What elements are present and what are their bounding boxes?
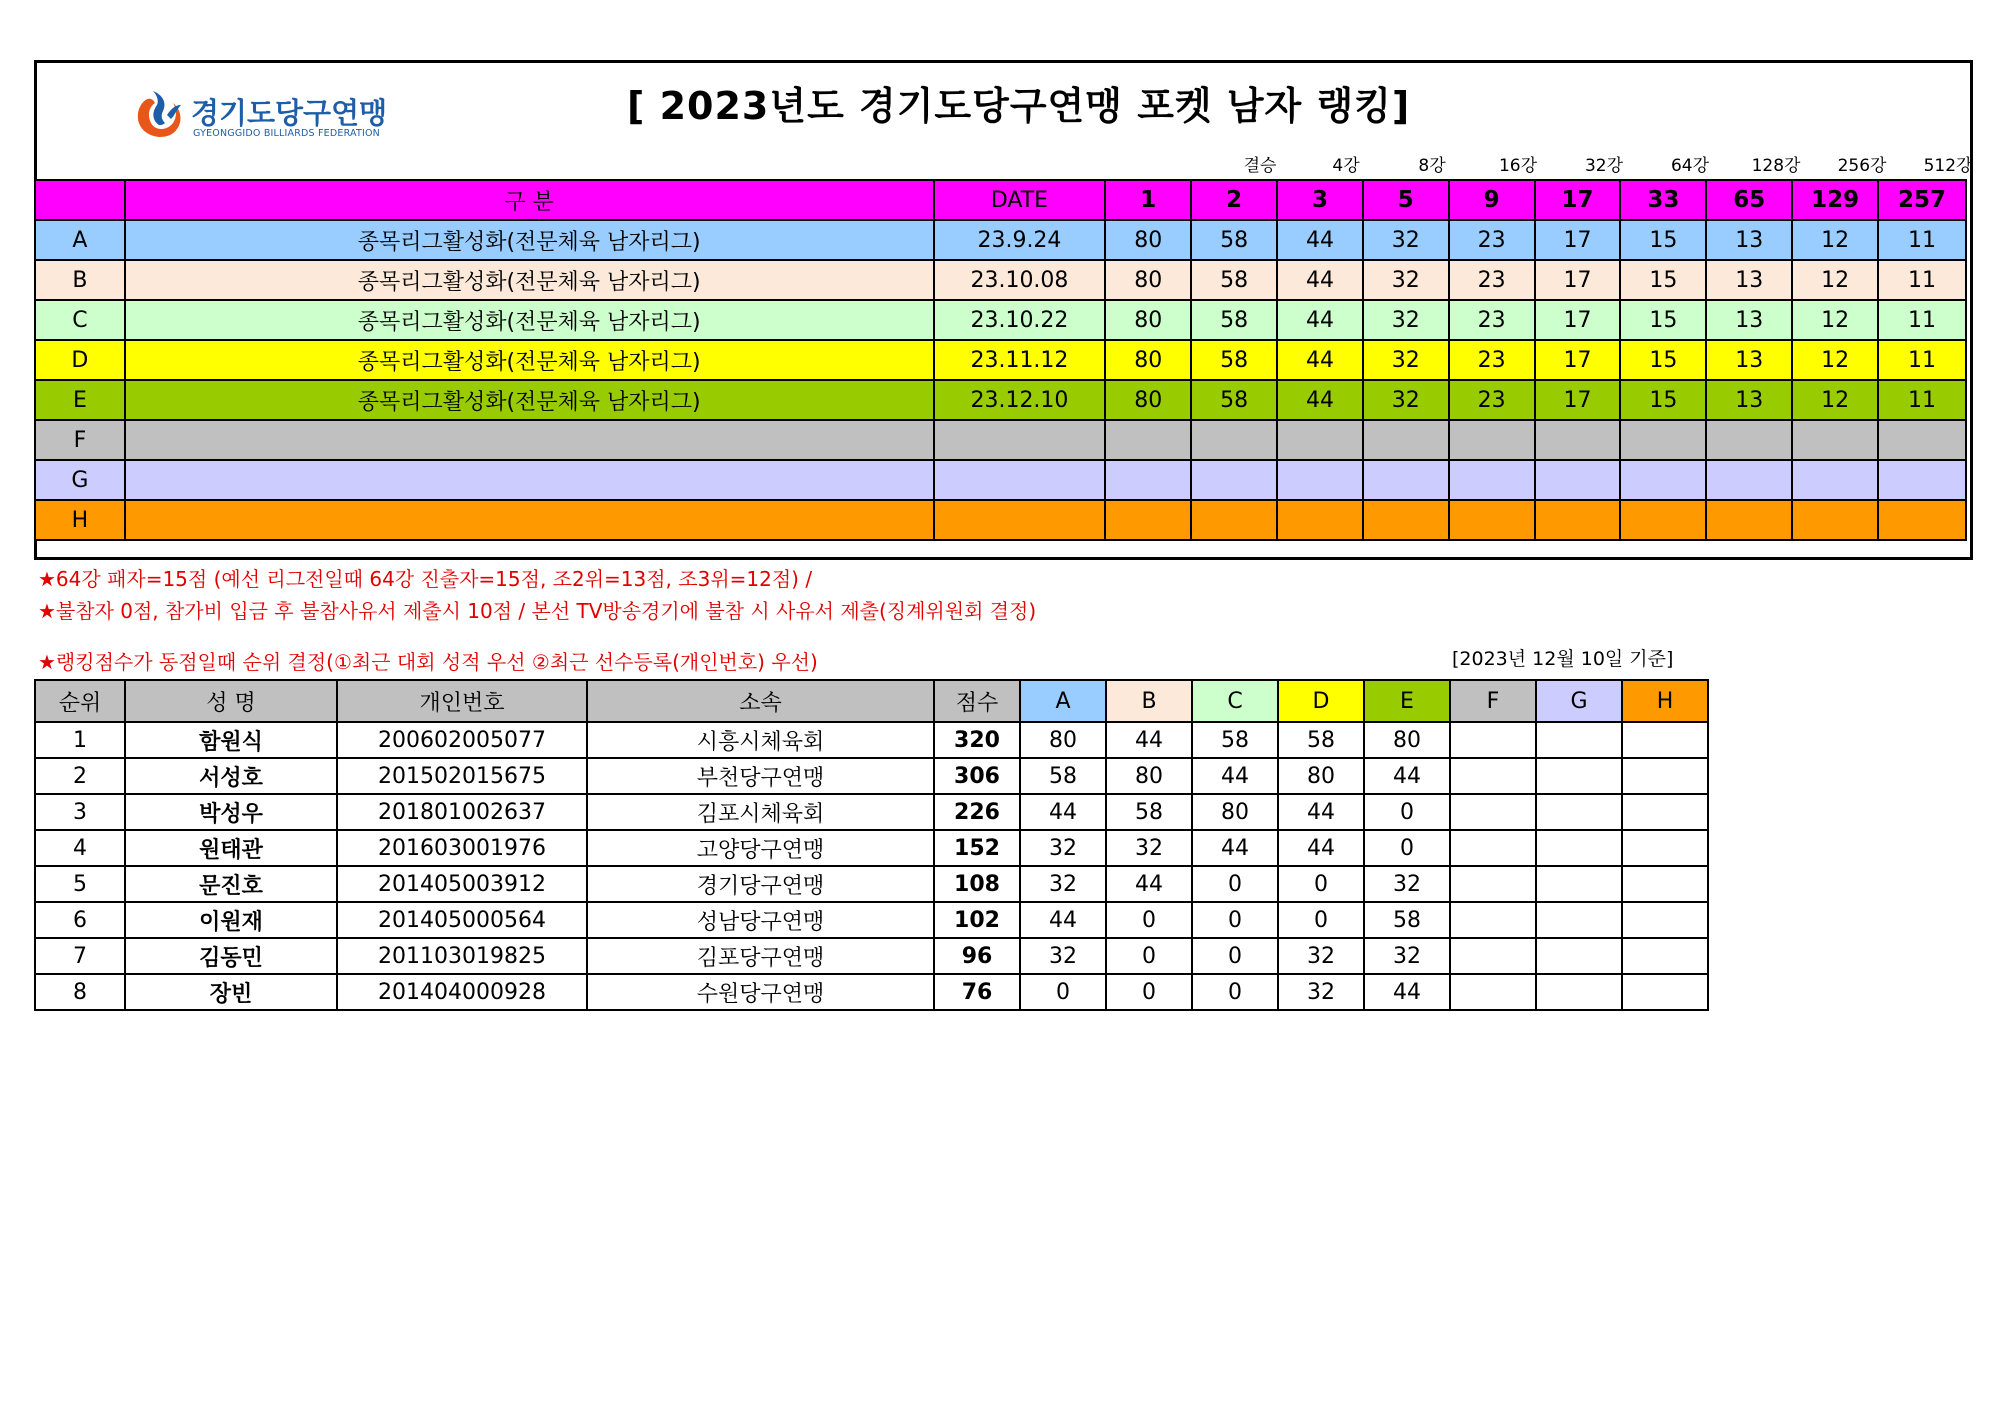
event-points-cell: 44 xyxy=(1277,340,1363,380)
event-date-cell: 23.10.08 xyxy=(934,260,1106,300)
event-row xyxy=(35,220,1966,260)
player-id-cell: 201405000564 xyxy=(337,902,587,938)
event-h-points-cell xyxy=(1622,830,1708,866)
event-e-points-cell: 58 xyxy=(1364,902,1450,938)
header-date-cell: DATE xyxy=(934,180,1106,220)
event-c-points-cell: 58 xyxy=(1192,722,1278,758)
ranking-header-cell: G xyxy=(1536,680,1622,722)
event-code-cell: G xyxy=(35,460,125,500)
ranking-header-cell: 개인번호 xyxy=(337,680,587,722)
event-row xyxy=(35,460,1966,500)
ranking-header-cell: 점수 xyxy=(934,680,1020,722)
event-d-points-cell: 58 xyxy=(1278,722,1364,758)
event-b-points-cell: 58 xyxy=(1106,794,1192,830)
ranking-header-cell: 성 명 xyxy=(125,680,337,722)
page-title: [ 2023년도 경기도당구연맹 포켓 남자 랭킹] xyxy=(627,84,1411,128)
rank-cell: 5 xyxy=(35,866,125,902)
event-points-cell xyxy=(1449,420,1535,460)
event-points-cell xyxy=(1620,460,1706,500)
event-points-cell: 23 xyxy=(1449,260,1535,300)
event-points-cell xyxy=(1105,460,1191,500)
event-points-cell xyxy=(1535,500,1621,540)
event-b-points-cell: 44 xyxy=(1106,722,1192,758)
event-points-cell: 58 xyxy=(1191,260,1277,300)
event-points-cell: 80 xyxy=(1105,220,1191,260)
ranking-header-cell: E xyxy=(1364,680,1450,722)
event-points-cell xyxy=(1363,500,1449,540)
event-d-points-cell: 0 xyxy=(1278,902,1364,938)
event-h-points-cell xyxy=(1622,722,1708,758)
rank-cell: 2 xyxy=(35,758,125,794)
event-points-cell: 44 xyxy=(1277,260,1363,300)
event-table-header xyxy=(35,180,1966,220)
event-points-cell xyxy=(1878,420,1966,460)
event-e-points-cell: 80 xyxy=(1364,722,1450,758)
event-g-points-cell xyxy=(1536,794,1622,830)
event-g-points-cell xyxy=(1536,902,1622,938)
event-points-cell xyxy=(1620,500,1706,540)
event-b-points-cell: 0 xyxy=(1106,902,1192,938)
score-cell: 226 xyxy=(934,794,1020,830)
event-points-cell: 58 xyxy=(1191,380,1277,420)
ranking-header-cell: 순위 xyxy=(35,680,125,722)
event-points-cell xyxy=(1191,420,1277,460)
player-id-cell: 201801002637 xyxy=(337,794,587,830)
event-e-points-cell: 0 xyxy=(1364,794,1450,830)
event-points-cell: 12 xyxy=(1792,220,1878,260)
player-name-cell: 문진호 xyxy=(125,866,337,902)
event-date-cell: 23.12.10 xyxy=(934,380,1106,420)
event-name-cell xyxy=(125,460,934,500)
event-points-cell xyxy=(1277,420,1363,460)
event-date-cell: 23.10.22 xyxy=(934,300,1106,340)
event-a-points-cell: 44 xyxy=(1020,794,1106,830)
note-line: ★64강 패자=15점 (예선 리그전일때 64강 진출자=15점, 조2위=13점, 조3위=12점) / xyxy=(38,567,813,591)
event-date-cell xyxy=(934,420,1106,460)
event-a-points-cell: 80 xyxy=(1020,722,1106,758)
event-points-cell xyxy=(1792,460,1878,500)
round-header: 32강 xyxy=(1584,156,1624,176)
player-id-cell: 201103019825 xyxy=(337,938,587,974)
event-d-points-cell: 80 xyxy=(1278,758,1364,794)
event-code-cell: C xyxy=(35,300,125,340)
club-cell: 수원당구연맹 xyxy=(587,974,934,1010)
event-points-cell: 13 xyxy=(1706,380,1792,420)
event-name-cell: 종목리그활성화(전문체육 남자리그) xyxy=(125,260,934,300)
round-header: 64강 xyxy=(1670,156,1710,176)
event-points-cell: 12 xyxy=(1792,340,1878,380)
event-e-points-cell: 32 xyxy=(1364,938,1450,974)
event-points-cell: 80 xyxy=(1105,300,1191,340)
score-cell: 102 xyxy=(934,902,1020,938)
event-points-cell xyxy=(1105,500,1191,540)
event-points-cell: 13 xyxy=(1706,220,1792,260)
federation-emblem-icon xyxy=(131,85,187,141)
event-points-cell: 58 xyxy=(1191,220,1277,260)
club-cell: 경기당구연맹 xyxy=(587,866,934,902)
event-name-cell: 종목리그활성화(전문체육 남자리그) xyxy=(125,340,934,380)
event-points-cell xyxy=(1535,420,1621,460)
event-points-cell: 80 xyxy=(1105,380,1191,420)
federation-english-name: GYEONGGIDO BILLIARDS FEDERATION xyxy=(193,128,380,139)
club-cell: 고양당구연맹 xyxy=(587,830,934,866)
event-points-cell: 80 xyxy=(1105,340,1191,380)
event-frame xyxy=(34,60,1973,560)
event-points-cell: 32 xyxy=(1363,340,1449,380)
ranking-row xyxy=(35,902,1708,938)
event-points-cell: 12 xyxy=(1792,260,1878,300)
event-points-cell: 23 xyxy=(1449,380,1535,420)
event-d-points-cell: 44 xyxy=(1278,830,1364,866)
event-points-cell: 44 xyxy=(1277,300,1363,340)
score-cell: 76 xyxy=(934,974,1020,1010)
event-row xyxy=(35,260,1966,300)
event-d-points-cell: 0 xyxy=(1278,866,1364,902)
round-header: 4강 xyxy=(1332,156,1360,176)
event-points-cell xyxy=(1878,500,1966,540)
event-b-points-cell: 0 xyxy=(1106,974,1192,1010)
header-category-cell: 구 분 xyxy=(125,180,934,220)
event-points-cell xyxy=(1277,460,1363,500)
score-cell: 320 xyxy=(934,722,1020,758)
header-points-cell: 9 xyxy=(1449,180,1535,220)
rank-cell: 3 xyxy=(35,794,125,830)
event-name-cell: 종목리그활성화(전문체육 남자리그) xyxy=(125,300,934,340)
ranking-row xyxy=(35,794,1708,830)
event-points-cell xyxy=(1105,420,1191,460)
event-a-points-cell: 0 xyxy=(1020,974,1106,1010)
event-c-points-cell: 0 xyxy=(1192,974,1278,1010)
event-d-points-cell: 32 xyxy=(1278,974,1364,1010)
event-h-points-cell xyxy=(1622,758,1708,794)
event-e-points-cell: 44 xyxy=(1364,758,1450,794)
round-header: 결승 xyxy=(1243,156,1277,176)
event-row xyxy=(35,500,1966,540)
event-points-cell: 15 xyxy=(1620,380,1706,420)
score-cell: 306 xyxy=(934,758,1020,794)
event-g-points-cell xyxy=(1536,974,1622,1010)
event-points-cell: 13 xyxy=(1706,340,1792,380)
score-cell: 96 xyxy=(934,938,1020,974)
ranking-row xyxy=(35,938,1708,974)
ranking-header-cell: D xyxy=(1278,680,1364,722)
event-points-cell: 11 xyxy=(1878,340,1966,380)
event-points-cell: 12 xyxy=(1792,380,1878,420)
ranking-header-cell: H xyxy=(1622,680,1708,722)
event-points-cell xyxy=(1191,500,1277,540)
event-points-cell xyxy=(1792,420,1878,460)
player-id-cell: 201405003912 xyxy=(337,866,587,902)
event-d-points-cell: 44 xyxy=(1278,794,1364,830)
player-name-cell: 장빈 xyxy=(125,974,337,1010)
event-name-cell: 종목리그활성화(전문체육 남자리그) xyxy=(125,380,934,420)
player-name-cell: 이원재 xyxy=(125,902,337,938)
ranking-header-cell: B xyxy=(1106,680,1192,722)
event-c-points-cell: 0 xyxy=(1192,866,1278,902)
event-row xyxy=(35,420,1966,460)
event-g-points-cell xyxy=(1536,758,1622,794)
round-header: 256강 xyxy=(1837,156,1887,176)
event-b-points-cell: 0 xyxy=(1106,938,1192,974)
event-c-points-cell: 0 xyxy=(1192,938,1278,974)
event-g-points-cell xyxy=(1536,938,1622,974)
event-c-points-cell: 44 xyxy=(1192,830,1278,866)
event-points-cell xyxy=(1706,500,1792,540)
event-code-cell: H xyxy=(35,500,125,540)
event-points-cell: 15 xyxy=(1620,300,1706,340)
federation-korean-name: 경기도당구연맹 xyxy=(191,96,388,130)
event-b-points-cell: 32 xyxy=(1106,830,1192,866)
player-name-cell: 서성호 xyxy=(125,758,337,794)
event-f-points-cell xyxy=(1450,794,1536,830)
player-id-cell: 200602005077 xyxy=(337,722,587,758)
rank-cell: 7 xyxy=(35,938,125,974)
event-points-cell xyxy=(1620,420,1706,460)
event-name-cell xyxy=(125,420,934,460)
event-points-cell xyxy=(1449,500,1535,540)
header-points-cell: 17 xyxy=(1535,180,1621,220)
event-points-cell xyxy=(1363,460,1449,500)
event-f-points-cell xyxy=(1450,758,1536,794)
round-header: 128강 xyxy=(1751,156,1801,176)
event-g-points-cell xyxy=(1536,866,1622,902)
event-points-cell: 17 xyxy=(1535,340,1621,380)
score-cell: 152 xyxy=(934,830,1020,866)
event-points-cell: 13 xyxy=(1706,300,1792,340)
event-e-points-cell: 32 xyxy=(1364,866,1450,902)
event-e-points-cell: 0 xyxy=(1364,830,1450,866)
event-points-cell: 11 xyxy=(1878,220,1966,260)
header-points-cell: 129 xyxy=(1792,180,1878,220)
event-points-cell: 23 xyxy=(1449,340,1535,380)
round-header: 512강 xyxy=(1923,156,1973,176)
event-f-points-cell xyxy=(1450,866,1536,902)
event-f-points-cell xyxy=(1450,830,1536,866)
event-date-cell: 23.11.12 xyxy=(934,340,1106,380)
event-d-points-cell: 32 xyxy=(1278,938,1364,974)
event-a-points-cell: 58 xyxy=(1020,758,1106,794)
event-points-cell: 12 xyxy=(1792,300,1878,340)
note-line: ★랭킹점수가 동점일때 순위 결정(①최근 대회 성적 우선 ②최근 선수등록(개인번호) 우선) xyxy=(38,650,818,674)
federation-logo xyxy=(97,73,417,143)
club-cell: 부천당구연맹 xyxy=(587,758,934,794)
header-points-cell: 1 xyxy=(1105,180,1191,220)
event-h-points-cell xyxy=(1622,794,1708,830)
header-points-cell: 257 xyxy=(1878,180,1966,220)
club-cell: 김포시체육회 xyxy=(587,794,934,830)
event-g-points-cell xyxy=(1536,722,1622,758)
event-points-cell: 80 xyxy=(1105,260,1191,300)
club-cell: 김포당구연맹 xyxy=(587,938,934,974)
event-points-cell: 44 xyxy=(1277,220,1363,260)
event-points-cell xyxy=(1449,460,1535,500)
header-code-cell xyxy=(35,180,125,220)
round-header: 16강 xyxy=(1498,156,1538,176)
event-points-cell: 17 xyxy=(1535,260,1621,300)
event-points-cell: 15 xyxy=(1620,260,1706,300)
player-name-cell: 함원식 xyxy=(125,722,337,758)
header-points-cell: 2 xyxy=(1191,180,1277,220)
ranking-header-cell: C xyxy=(1192,680,1278,722)
event-points-cell xyxy=(1792,500,1878,540)
score-cell: 108 xyxy=(934,866,1020,902)
rank-cell: 8 xyxy=(35,974,125,1010)
note-line: ★불참자 0점, 참가비 입금 후 불참사유서 제출시 10점 / 본선 TV방송경기에 불참 시 사유서 제출(징계위원회 결정) xyxy=(38,599,1037,623)
event-points-cell: 32 xyxy=(1363,300,1449,340)
player-id-cell: 201502015675 xyxy=(337,758,587,794)
ranking-row xyxy=(35,866,1708,902)
player-name-cell: 박성우 xyxy=(125,794,337,830)
event-date-cell xyxy=(934,460,1106,500)
event-points-cell xyxy=(1191,460,1277,500)
event-name-cell: 종목리그활성화(전문체육 남자리그) xyxy=(125,220,934,260)
event-code-cell: D xyxy=(35,340,125,380)
event-h-points-cell xyxy=(1622,902,1708,938)
event-points-cell: 58 xyxy=(1191,300,1277,340)
player-name-cell: 원태관 xyxy=(125,830,337,866)
event-points-cell: 32 xyxy=(1363,380,1449,420)
event-a-points-cell: 32 xyxy=(1020,830,1106,866)
event-b-points-cell: 44 xyxy=(1106,866,1192,902)
event-b-points-cell: 80 xyxy=(1106,758,1192,794)
club-cell: 성남당구연맹 xyxy=(587,902,934,938)
ranking-header-cell: A xyxy=(1020,680,1106,722)
event-h-points-cell xyxy=(1622,974,1708,1010)
header-points-cell: 5 xyxy=(1363,180,1449,220)
event-code-cell: E xyxy=(35,380,125,420)
rank-cell: 4 xyxy=(35,830,125,866)
event-points-cell: 13 xyxy=(1706,260,1792,300)
event-a-points-cell: 32 xyxy=(1020,938,1106,974)
rank-cell: 1 xyxy=(35,722,125,758)
event-points-cell: 58 xyxy=(1191,340,1277,380)
as-of-date: [2023년 12월 10일 기준] xyxy=(1452,648,1674,670)
ranking-row xyxy=(35,974,1708,1010)
ranking-row xyxy=(35,758,1708,794)
event-points-cell xyxy=(1706,420,1792,460)
header-points-cell: 65 xyxy=(1706,180,1792,220)
event-code-cell: A xyxy=(35,220,125,260)
event-points-cell xyxy=(1706,460,1792,500)
event-h-points-cell xyxy=(1622,866,1708,902)
event-points-cell: 11 xyxy=(1878,380,1966,420)
player-id-cell: 201603001976 xyxy=(337,830,587,866)
player-name-cell: 김동민 xyxy=(125,938,337,974)
event-table xyxy=(34,179,1967,541)
event-c-points-cell: 44 xyxy=(1192,758,1278,794)
event-row xyxy=(35,380,1966,420)
event-f-points-cell xyxy=(1450,902,1536,938)
event-points-cell: 15 xyxy=(1620,220,1706,260)
event-f-points-cell xyxy=(1450,938,1536,974)
event-points-cell: 32 xyxy=(1363,260,1449,300)
event-points-cell: 44 xyxy=(1277,380,1363,420)
event-c-points-cell: 0 xyxy=(1192,902,1278,938)
event-date-cell: 23.9.24 xyxy=(934,220,1106,260)
event-points-cell: 32 xyxy=(1363,220,1449,260)
event-a-points-cell: 32 xyxy=(1020,866,1106,902)
event-points-cell: 11 xyxy=(1878,300,1966,340)
event-row xyxy=(35,300,1966,340)
ranking-header-cell: F xyxy=(1450,680,1536,722)
event-points-cell: 11 xyxy=(1878,260,1966,300)
event-points-cell xyxy=(1277,500,1363,540)
club-cell: 시흥시체육회 xyxy=(587,722,934,758)
event-points-cell xyxy=(1878,460,1966,500)
event-row xyxy=(35,340,1966,380)
event-points-cell: 23 xyxy=(1449,220,1535,260)
ranking-header-cell: 소속 xyxy=(587,680,934,722)
event-points-cell: 17 xyxy=(1535,380,1621,420)
event-g-points-cell xyxy=(1536,830,1622,866)
event-points-cell: 15 xyxy=(1620,340,1706,380)
event-h-points-cell xyxy=(1622,938,1708,974)
ranking-table-header xyxy=(35,680,1708,722)
ranking-table xyxy=(34,679,1709,1011)
header-points-cell: 33 xyxy=(1620,180,1706,220)
event-points-cell: 17 xyxy=(1535,220,1621,260)
event-f-points-cell xyxy=(1450,722,1536,758)
ranking-row xyxy=(35,830,1708,866)
event-points-cell xyxy=(1535,460,1621,500)
event-e-points-cell: 44 xyxy=(1364,974,1450,1010)
header-points-cell: 3 xyxy=(1277,180,1363,220)
event-a-points-cell: 44 xyxy=(1020,902,1106,938)
rank-cell: 6 xyxy=(35,902,125,938)
event-points-cell: 23 xyxy=(1449,300,1535,340)
player-id-cell: 201404000928 xyxy=(337,974,587,1010)
round-header: 8강 xyxy=(1418,156,1446,176)
event-f-points-cell xyxy=(1450,974,1536,1010)
event-c-points-cell: 80 xyxy=(1192,794,1278,830)
event-points-cell: 17 xyxy=(1535,300,1621,340)
event-code-cell: F xyxy=(35,420,125,460)
ranking-row xyxy=(35,722,1708,758)
event-date-cell xyxy=(934,500,1106,540)
event-code-cell: B xyxy=(35,260,125,300)
event-name-cell xyxy=(125,500,934,540)
event-points-cell xyxy=(1363,420,1449,460)
